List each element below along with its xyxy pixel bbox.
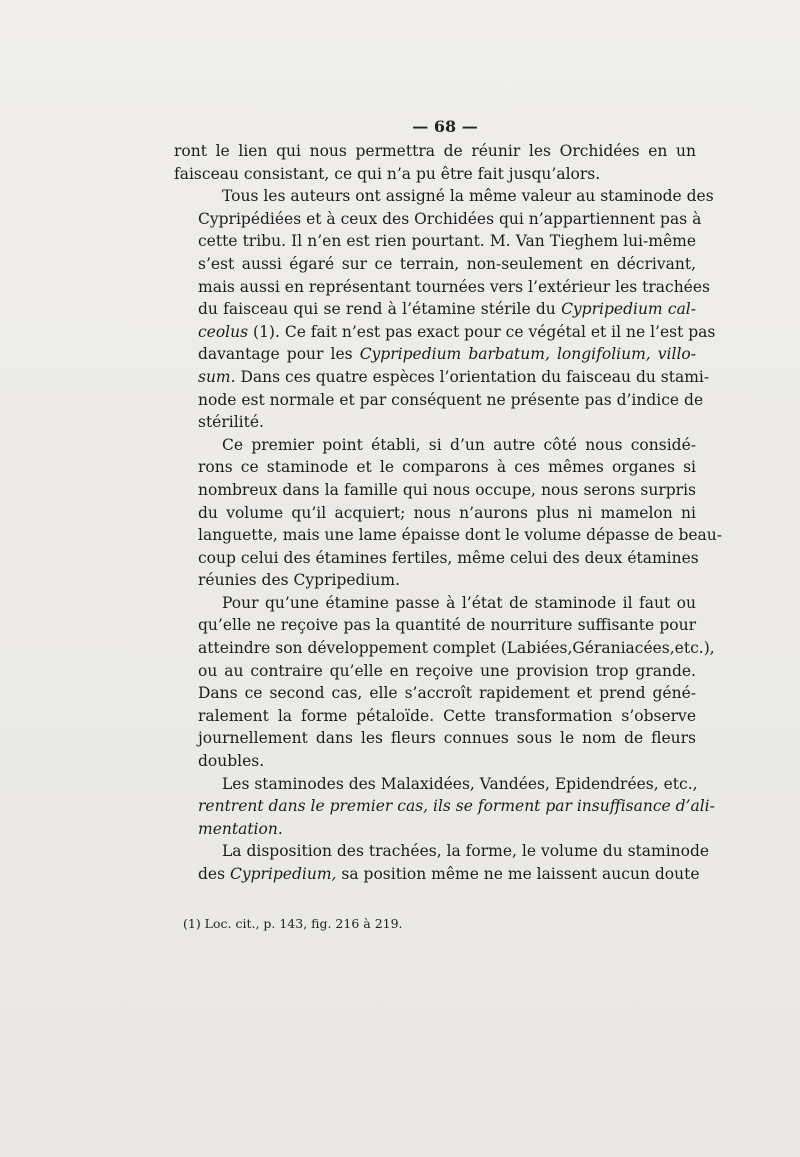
text-line: sum. Dans ces quatre espèces l’orientation du faisceau du stami-	[198, 367, 710, 386]
text-line: ralement la forme pétaloïde. Cette transformation s’observe	[198, 706, 696, 725]
text-line: rons ce staminode et le comparons à ces mêmes organes si	[198, 458, 696, 477]
text-line: du volume qu’il acquiert; nous n’aurons plus ni mamelon ni	[198, 503, 696, 522]
text-line: ou au contraire qu’elle en reçoive une provision trop grande.	[198, 661, 696, 680]
paragraph	[174, 185, 716, 434]
page-number: — 68 —	[412, 117, 478, 136]
text-line: du faisceau qui se rend à l’étamine stérile du Cypripedium cal-	[198, 300, 697, 319]
text-line: Cypripédiées et à ceux des Orchidées qui n’appartiennent pas à	[198, 209, 702, 228]
text-line: cette tribu. Il n’en est rien pourtant. M. Van Tieghem lui-même	[198, 232, 696, 251]
text-line: rentrent dans le premier cas, ils se forment par insuffisance d’ali-	[198, 797, 715, 816]
text-line: Tous les auteurs ont assigné la même valeur au staminode des	[222, 187, 714, 206]
text-line: Pour qu’une étamine passe à l’état de staminode il faut ou	[222, 593, 696, 612]
text-line: réunies des Cypripedium.	[198, 571, 401, 590]
text-line: Les staminodes des Malaxidées, Vandées, Epidendrées, etc.,	[222, 774, 698, 793]
paragraph	[174, 840, 710, 885]
paragraph	[174, 773, 715, 841]
text-line: nombreux dans la famille qui nous occupe, nous serons surpris	[198, 480, 696, 499]
text-line: Ce premier point établi, si d’un autre côté nous considé-	[222, 435, 696, 454]
text-line: languette, mais une lame épaisse dont le volume dépasse de beau-	[198, 526, 723, 545]
text-line: Dans ce second cas, elle s’accroît rapidement et prend géné-	[198, 684, 696, 703]
text-line: doubles.	[198, 752, 265, 771]
text-line: des Cypripedium, sa position même ne me laissent aucun doute	[198, 865, 700, 883]
text-line: stérilité.	[198, 413, 264, 432]
text-line: ront le lien qui nous permettra de réunir les Orchidées en un	[174, 142, 696, 160]
paragraph	[174, 434, 723, 592]
text-line: mentation.	[198, 819, 283, 838]
text-line: La disposition des trachées, la forme, le volume du staminode	[222, 842, 710, 861]
text-line: atteindre son développement complet (Labiées,Géraniacées,etc.),	[198, 639, 715, 658]
footnote: (1) Loc. cit., p. 143, fig. 216 à 219.	[183, 916, 403, 931]
text-line: node est normale et par conséquent ne présente pas d’indice de	[198, 390, 704, 409]
text-line: coup celui des étamines fertiles, même celui des deux étamines	[198, 548, 699, 567]
body-text	[174, 140, 723, 886]
text-line: qu’elle ne reçoive pas la quantité de nourriture suffisante pour	[198, 616, 696, 635]
text-line: s’est aussi égaré sur ce terrain, non-seulement en décrivant,	[198, 254, 696, 273]
text-line: ceolus (1). Ce fait n’est pas exact pour ce végétal et il ne l’est pas	[198, 322, 716, 341]
text-line: journellement dans les fleurs connues sous le nom de fleurs	[198, 729, 696, 748]
text-line: mais aussi en représentant tournées vers l’extérieur les trachées	[198, 277, 710, 296]
text-line: faisceau consistant, ce qui n’a pu être fait jusqu’alors.	[174, 164, 601, 183]
paragraph	[174, 140, 696, 185]
paragraph	[174, 592, 715, 773]
text-line: davantage pour les Cypripedium barbatum, longifolium, villo-	[198, 345, 696, 364]
